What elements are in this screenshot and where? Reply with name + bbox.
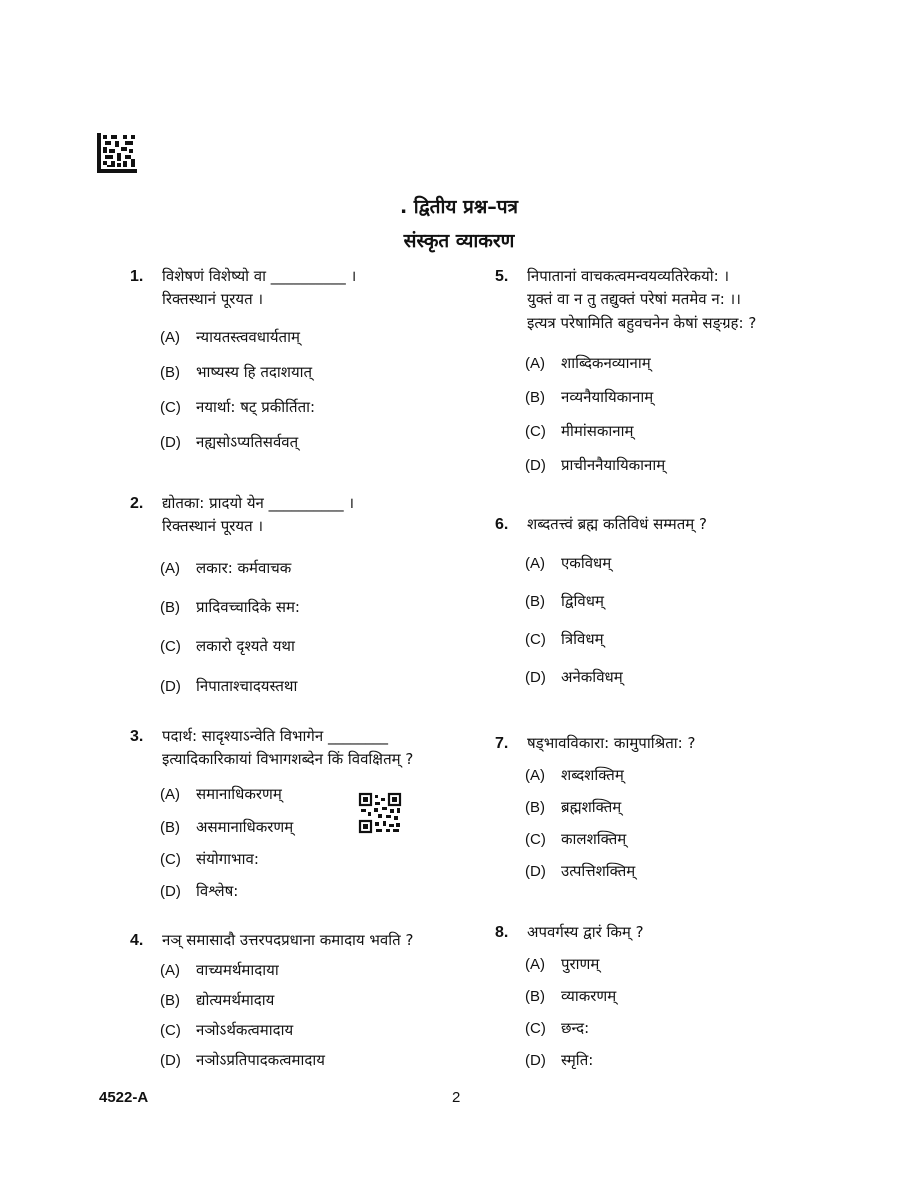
option-label: (A) — [160, 786, 180, 803]
question-2 — [130, 492, 462, 539]
subject-title: संस्कृत व्याकरण — [403, 230, 515, 252]
option-4a[interactable] — [160, 960, 279, 980]
question-stem — [162, 725, 462, 772]
option-label: (A) — [160, 560, 180, 577]
option-6b[interactable] — [525, 591, 604, 611]
option-text: व्याकरणम् — [561, 987, 617, 1005]
option-5b[interactable] — [525, 387, 653, 407]
option-8d[interactable] — [525, 1050, 593, 1070]
stem-line: रिक्तस्थानं पूरयत । — [162, 517, 264, 536]
booklet-code: 4522-A — [99, 1089, 149, 1106]
option-2a[interactable] — [160, 558, 291, 578]
option-label: (B) — [160, 819, 180, 836]
option-text: उत्पत्तिशक्तिम् — [561, 862, 636, 880]
option-4c[interactable] — [160, 1020, 293, 1040]
paper-title: . द्वितीय प्रश्न–पत्र — [399, 196, 519, 218]
option-3b[interactable] — [160, 817, 293, 837]
option-label: (B) — [525, 389, 545, 406]
option-text: नञोऽर्थकत्वमादाय — [196, 1021, 294, 1039]
option-6a[interactable] — [525, 553, 611, 573]
question-stem — [527, 513, 827, 536]
option-label: (B) — [525, 799, 545, 816]
option-text: नञोऽप्रतिपादकत्वमादाय — [196, 1051, 325, 1069]
option-text: विश्लेष: — [196, 882, 239, 900]
option-5d[interactable] — [525, 455, 665, 475]
option-text: भाष्यस्य हि तदाशयात् — [196, 363, 313, 381]
option-label: (C) — [160, 851, 181, 868]
option-3d[interactable] — [160, 881, 238, 901]
option-label: (C) — [525, 631, 546, 648]
qr-code-icon — [358, 792, 402, 834]
option-6d[interactable] — [525, 667, 623, 687]
option-label: (C) — [525, 831, 546, 848]
question-number: 2. — [130, 495, 144, 512]
option-text: स्मृति: — [561, 1051, 594, 1069]
question-number: 4. — [130, 932, 144, 949]
question-number: 7. — [495, 735, 509, 752]
option-label: (B) — [160, 364, 180, 381]
option-label: (D) — [160, 1052, 181, 1069]
option-text: एकविधम् — [561, 554, 612, 572]
question-8 — [495, 921, 827, 944]
option-label: (C) — [160, 1022, 181, 1039]
option-7a[interactable] — [525, 765, 624, 785]
option-text: द्योत्यमर्थमादाय — [196, 991, 275, 1009]
page-number: 2 — [452, 1089, 461, 1106]
option-text: अनेकविधम् — [561, 668, 623, 686]
question-stem — [527, 732, 827, 755]
option-8a[interactable] — [525, 954, 599, 974]
option-7c[interactable] — [525, 829, 626, 849]
question-1 — [130, 265, 462, 312]
option-label: (D) — [525, 457, 546, 474]
option-text: शब्दशक्तिम् — [561, 766, 624, 784]
option-label: (D) — [160, 434, 181, 451]
option-5c[interactable] — [525, 421, 633, 441]
option-5a[interactable] — [525, 353, 651, 373]
option-label: (B) — [160, 599, 180, 616]
stem-line: निपातानां वाचकत्वमन्वयव्यतिरेकयो: । — [527, 267, 730, 285]
stem-line: द्योतका: प्रादयो येन __________ । — [162, 494, 355, 512]
option-text: त्रिविधम् — [561, 630, 604, 648]
option-4b[interactable] — [160, 990, 274, 1010]
stem-line: युक्तं वा न तु तद्युक्तं परेषां मतमेव न: ।। — [527, 290, 741, 309]
stem-line: इत्यादिकारिकायां विभागशब्देन किं विवक्षितम् ? — [162, 750, 414, 769]
question-5 — [495, 265, 827, 335]
option-label: (A) — [525, 355, 545, 372]
option-label: (B) — [160, 992, 180, 1009]
option-7d[interactable] — [525, 861, 635, 881]
question-number: 3. — [130, 728, 144, 745]
option-text: कालशक्तिम् — [561, 830, 627, 848]
question-number: 6. — [495, 516, 509, 533]
stem-line: पदार्थ: सादृश्याऽन्वेति विभागेन ________ — [162, 727, 388, 745]
option-text: समानाधिकरणम् — [196, 785, 282, 803]
stem-line: इत्यत्र परेषामिति बहुवचनेन केषां सङ्ग्रह: ? — [527, 313, 757, 332]
option-text: न्यायतस्त्ववधार्यताम् — [196, 328, 300, 346]
option-text: नयार्था: षट् प्रकीर्तिता: — [196, 398, 316, 416]
question-6 — [495, 513, 827, 536]
stem-line: विशेषणं विशेष्यो वा __________ । — [162, 267, 357, 285]
option-label: (A) — [525, 767, 545, 784]
question-3 — [130, 725, 462, 772]
question-4 — [130, 929, 462, 952]
question-number: 1. — [130, 268, 144, 285]
option-text: निपाताश्चादयस्तथा — [196, 677, 298, 695]
option-label: (A) — [160, 962, 180, 979]
option-3c[interactable] — [160, 849, 259, 869]
option-label: (D) — [525, 669, 546, 686]
stem-line: षड्भावविकारा: कामुपाश्रिता: ? — [527, 734, 696, 752]
option-text: संयोगाभाव: — [196, 850, 259, 868]
option-text: छन्द: — [561, 1019, 590, 1037]
option-text: शाब्दिकनव्यानाम् — [561, 354, 651, 372]
option-text: वाच्यमर्थमादाया — [196, 961, 279, 979]
option-1b[interactable] — [160, 362, 312, 382]
option-1c[interactable] — [160, 397, 315, 417]
stem-line: नञ् समासादौ उत्तरपदप्रधाना कमादाय भवति ? — [162, 931, 414, 949]
option-text: लकारो दृश्यते यथा — [196, 637, 295, 655]
option-label: (D) — [160, 678, 181, 695]
question-stem — [527, 265, 827, 335]
option-text: मीमांसकानाम् — [561, 422, 634, 440]
option-8b[interactable] — [525, 986, 616, 1006]
option-text: असमानाधिकरणम् — [196, 818, 294, 836]
option-8c[interactable] — [525, 1018, 589, 1038]
question-stem — [162, 929, 462, 952]
option-label: (C) — [160, 638, 181, 655]
option-text: नव्यनैयायिकानाम् — [561, 388, 654, 406]
option-label: (B) — [525, 593, 545, 610]
option-label: (C) — [525, 423, 546, 440]
option-text: नह्यसोऽप्यतिसर्ववत् — [196, 433, 299, 451]
option-label: (A) — [160, 329, 180, 346]
qr-code-icon — [97, 133, 137, 173]
option-label: (C) — [525, 1020, 546, 1037]
option-label: (A) — [525, 956, 545, 973]
option-4d[interactable] — [160, 1050, 325, 1070]
option-label: (C) — [160, 399, 181, 416]
option-text: लकार: कर्मवाचक — [196, 559, 292, 577]
option-1a[interactable] — [160, 327, 300, 347]
stem-line: शब्दतत्त्वं ब्रह्म कतिविधं सम्मतम् ? — [527, 515, 707, 533]
option-text: पुराणम् — [561, 955, 600, 973]
option-7b[interactable] — [525, 797, 621, 817]
question-number: 5. — [495, 268, 509, 285]
option-label: (A) — [525, 555, 545, 572]
question-stem — [162, 492, 462, 539]
question-stem — [162, 265, 462, 312]
option-text: प्रादिवच्चादिके सम: — [196, 598, 300, 616]
option-text: ब्रह्मशक्तिम् — [561, 798, 622, 816]
question-stem — [527, 921, 827, 944]
option-label: (D) — [525, 863, 546, 880]
option-3a[interactable] — [160, 784, 282, 804]
option-2d[interactable] — [160, 676, 297, 696]
option-text: प्राचीननैयायिकानाम् — [561, 456, 666, 474]
option-2c[interactable] — [160, 636, 295, 656]
option-6c[interactable] — [525, 629, 604, 649]
option-label: (B) — [525, 988, 545, 1005]
option-label: (D) — [525, 1052, 546, 1069]
option-text: द्विविधम् — [561, 592, 604, 610]
question-number: 8. — [495, 924, 509, 941]
stem-line: रिक्तस्थानं पूरयत । — [162, 290, 264, 309]
question-7 — [495, 732, 827, 755]
option-label: (D) — [160, 883, 181, 900]
option-2b[interactable] — [160, 597, 300, 617]
option-1d[interactable] — [160, 432, 298, 452]
stem-line: अपवर्गस्य द्वारं किम् ? — [527, 923, 644, 941]
